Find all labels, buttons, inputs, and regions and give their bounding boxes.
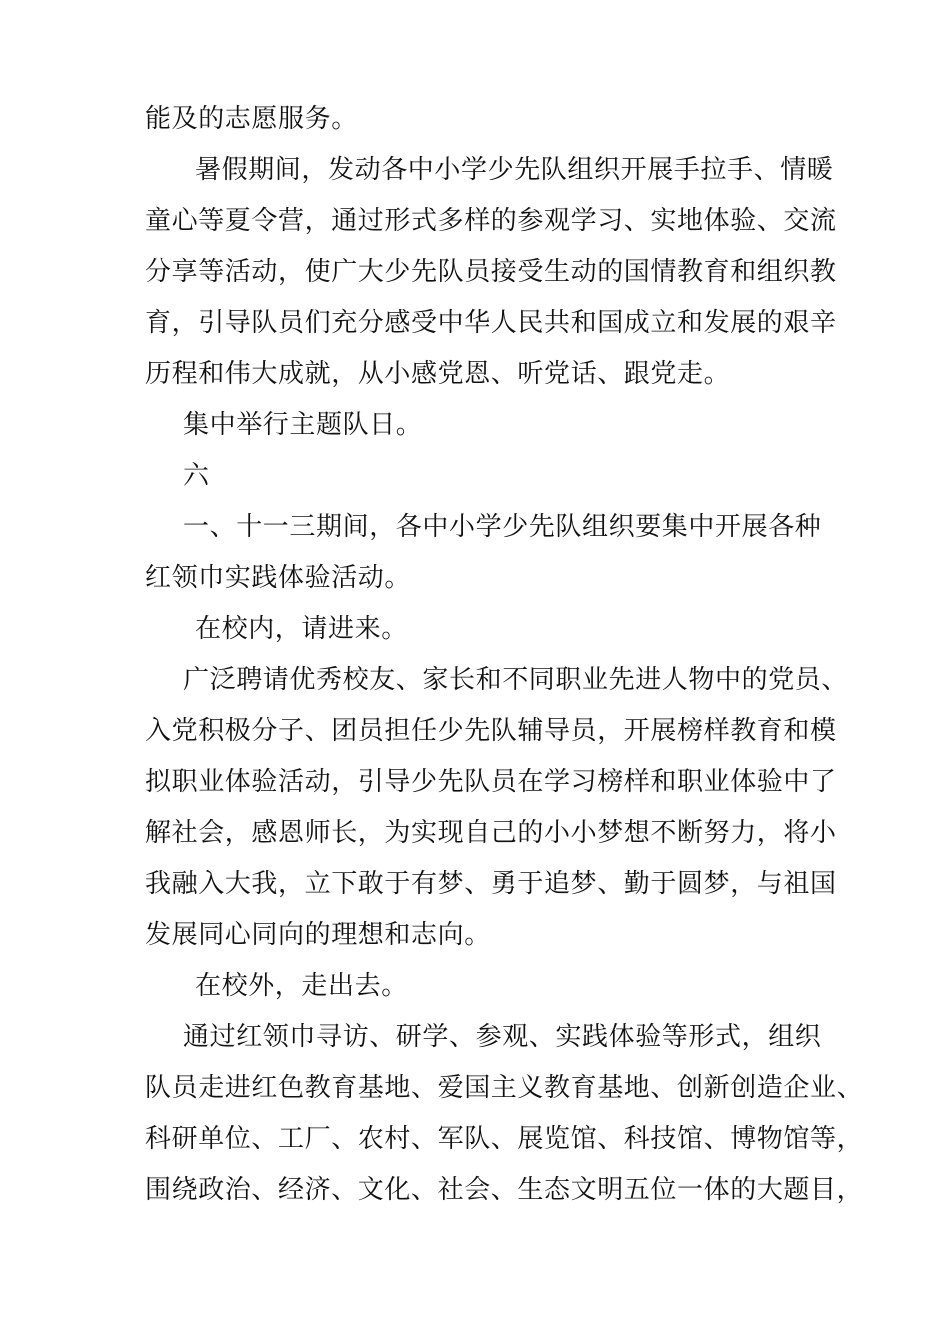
paragraph-line: 发展同心同向的理想和志向。 xyxy=(145,920,491,950)
paragraph-line: 广泛聘请优秀校友、家长和不同职业先进人物中的党员、 xyxy=(183,665,849,695)
section-number: 六 xyxy=(183,461,210,491)
paragraph-line: 围绕政治、经济、文化、社会、生态文明五位一体的大题目， xyxy=(145,1175,864,1205)
paragraph-line: 一、十一三期间，各中小学少先队组织要集中开展各种 xyxy=(183,512,822,542)
paragraph-line: 童心等夏令营，通过形式多样的参观学习、实地体验、交流 xyxy=(145,206,837,236)
paragraph-line: 分享等活动，使广大少先队员接受生动的国情教育和组织教 xyxy=(145,257,837,287)
paragraph-line: 入党积极分子、团员担任少先队辅导员，开展榜样教育和模 xyxy=(145,716,837,746)
paragraph-line: 科研单位、工厂、农村、军队、展览馆、科技馆、博物馆等， xyxy=(145,1124,864,1154)
paragraph-line: 历程和伟大成就，从小感党恩、听党话、跟党走。 xyxy=(145,359,731,389)
paragraph-line: 通过红领巾寻访、研学、参观、实践体验等形式，组织 xyxy=(183,1022,822,1052)
paragraph-line: 在校外，走出去。 xyxy=(195,971,408,1001)
paragraph-line: 育，引导队员们充分感受中华人民共和国成立和发展的艰辛 xyxy=(145,308,837,338)
paragraph-line: 拟职业体验活动，引导少先队员在学习榜样和职业体验中了 xyxy=(145,767,837,797)
paragraph-line: 红领巾实践体验活动。 xyxy=(145,563,412,593)
paragraph-line: 暑假期间，发动各中小学少先队组织开展手拉手、情暖 xyxy=(195,155,834,185)
paragraph-line: 解社会，感恩师长，为实现自己的小小梦想不断努力，将小 xyxy=(145,818,837,848)
paragraph-line: 我融入大我，立下敢于有梦、勇于追梦、勤于圆梦，与祖国 xyxy=(145,869,837,899)
paragraph-line: 在校内，请进来。 xyxy=(195,614,408,644)
paragraph-line: 队员走进红色教育基地、爱国主义教育基地、创新创造企业、 xyxy=(145,1073,864,1103)
paragraph-line: 能及的志愿服务。 xyxy=(145,104,358,134)
paragraph-line: 集中举行主题队日。 xyxy=(183,410,423,440)
